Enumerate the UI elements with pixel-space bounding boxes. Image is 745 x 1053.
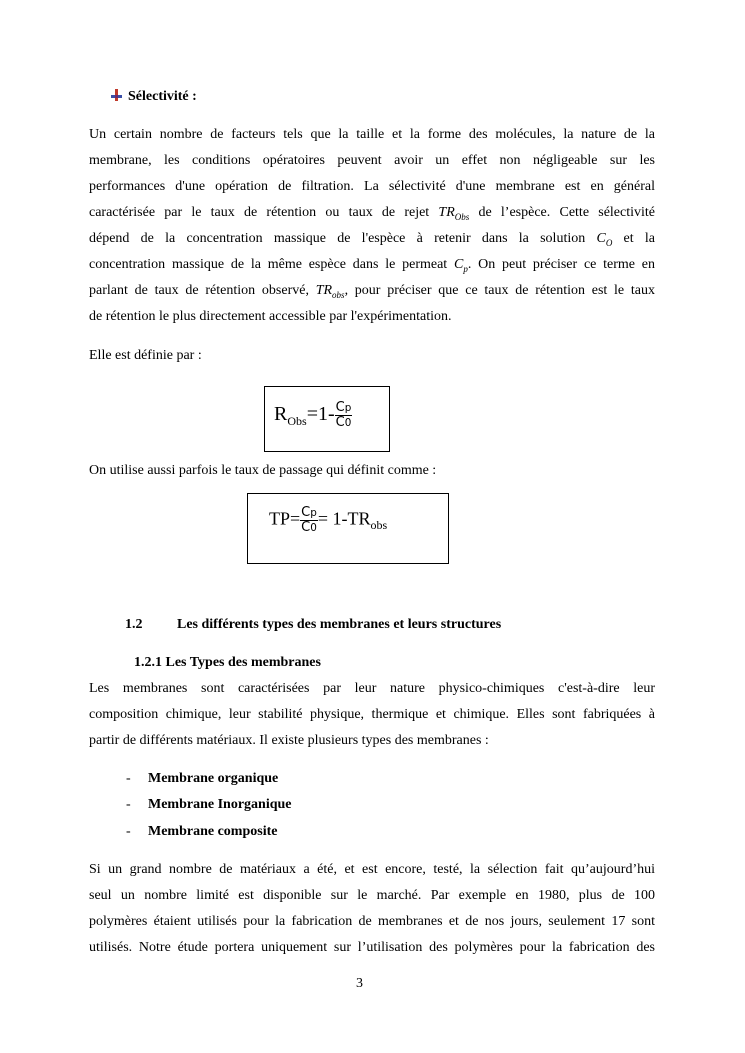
formula-retention: $R_{Obs}=1-$ $\frac{Cp}{C0}$ <box>274 400 352 430</box>
list-item: - Membrane composite <box>126 824 278 839</box>
bullet-cross-icon <box>111 89 122 101</box>
list-item: - Membrane Inorganique <box>126 797 292 812</box>
list-marker: - <box>126 771 131 786</box>
section-heading <box>111 89 197 105</box>
para1-line-5: dépend de la concentration massique de l'espèce à retenir dans la solution $C_O$ et la <box>89 231 655 248</box>
para1-line-8: de rétention le plus directement accessible par l'expérimentation. <box>89 309 452 324</box>
list-marker: - <box>126 797 131 812</box>
also-text: On utilise aussi parfois le taux de passage qui définit comme : <box>89 463 437 478</box>
para1-line-1: Un certain nombre de facteurs tels que la taille et la forme des molécules, la nature de la <box>89 127 655 142</box>
para3-line-3: polymères étaient utilisés pour la fabrication de membranes et de nos jours, seulement 17 sont <box>89 914 655 929</box>
para2-line-2: composition chimique, leur stabilité physique, thermique et chimique. Elles sont fabriquées à <box>89 707 655 722</box>
heading-1-2-number: 1.2 <box>125 617 143 632</box>
para1-line-3: performances d'une opération de filtration. La sélectivité d'une membrane est en général <box>89 179 655 194</box>
formula-retention-box <box>264 386 390 452</box>
para3-line-1: Si un grand nombre de matériaux a été, et est encore, testé, la sélection fait qu’aujourd’hui <box>89 862 655 877</box>
heading-1-2-title: Les différents types des membranes et leurs structures <box>177 617 502 632</box>
list-marker: - <box>126 824 131 839</box>
para3-line-4: utilisés. Notre étude portera uniquement sur l’utilisation des polymères pour la fabrication des <box>89 940 655 955</box>
list-item: - Membrane organique <box>126 771 279 786</box>
para1-line-2: membrane, les conditions opératoires peuvent avoir un effet non négligeable sur les <box>89 153 655 168</box>
section-heading-text: Sélectivité : <box>128 89 197 104</box>
para1-line-6: concentration massique de la même espèce dans le permeat $C_p$. On peut préciser ce terme en <box>89 257 656 274</box>
para2-line-3: partir de différents matériaux. Il existe plusieurs types des membranes : <box>89 733 489 748</box>
para1-line-7: parlant de taux de rétention observé, $TR_{obs}$, pour préciser que ce taux de rétention est le taux <box>89 283 655 300</box>
heading-1-2-1: 1.2.1 Les Types des membranes <box>134 655 321 670</box>
page-number: 3 <box>356 976 363 991</box>
para1-line-4: caractérisée par le taux de rétention ou taux de rejet $TR_{Obs}$ de l’espèce. Cette sélectivité <box>89 205 655 222</box>
formula-passage: TP= $\frac{Cp}{C0}$ = $1-TR_{obs}$ <box>269 505 388 535</box>
formula-passage-box <box>247 493 449 564</box>
para2-line-1: Les membranes sont caractérisées par leur nature physico-chimiques c'est-à-dire leur <box>89 681 655 696</box>
defined-by-text: Elle est définie par : <box>89 348 202 363</box>
para3-line-2: seul un nombre limité est disponible sur le marché. Par exemple en 1980, plus de 100 <box>89 888 655 903</box>
